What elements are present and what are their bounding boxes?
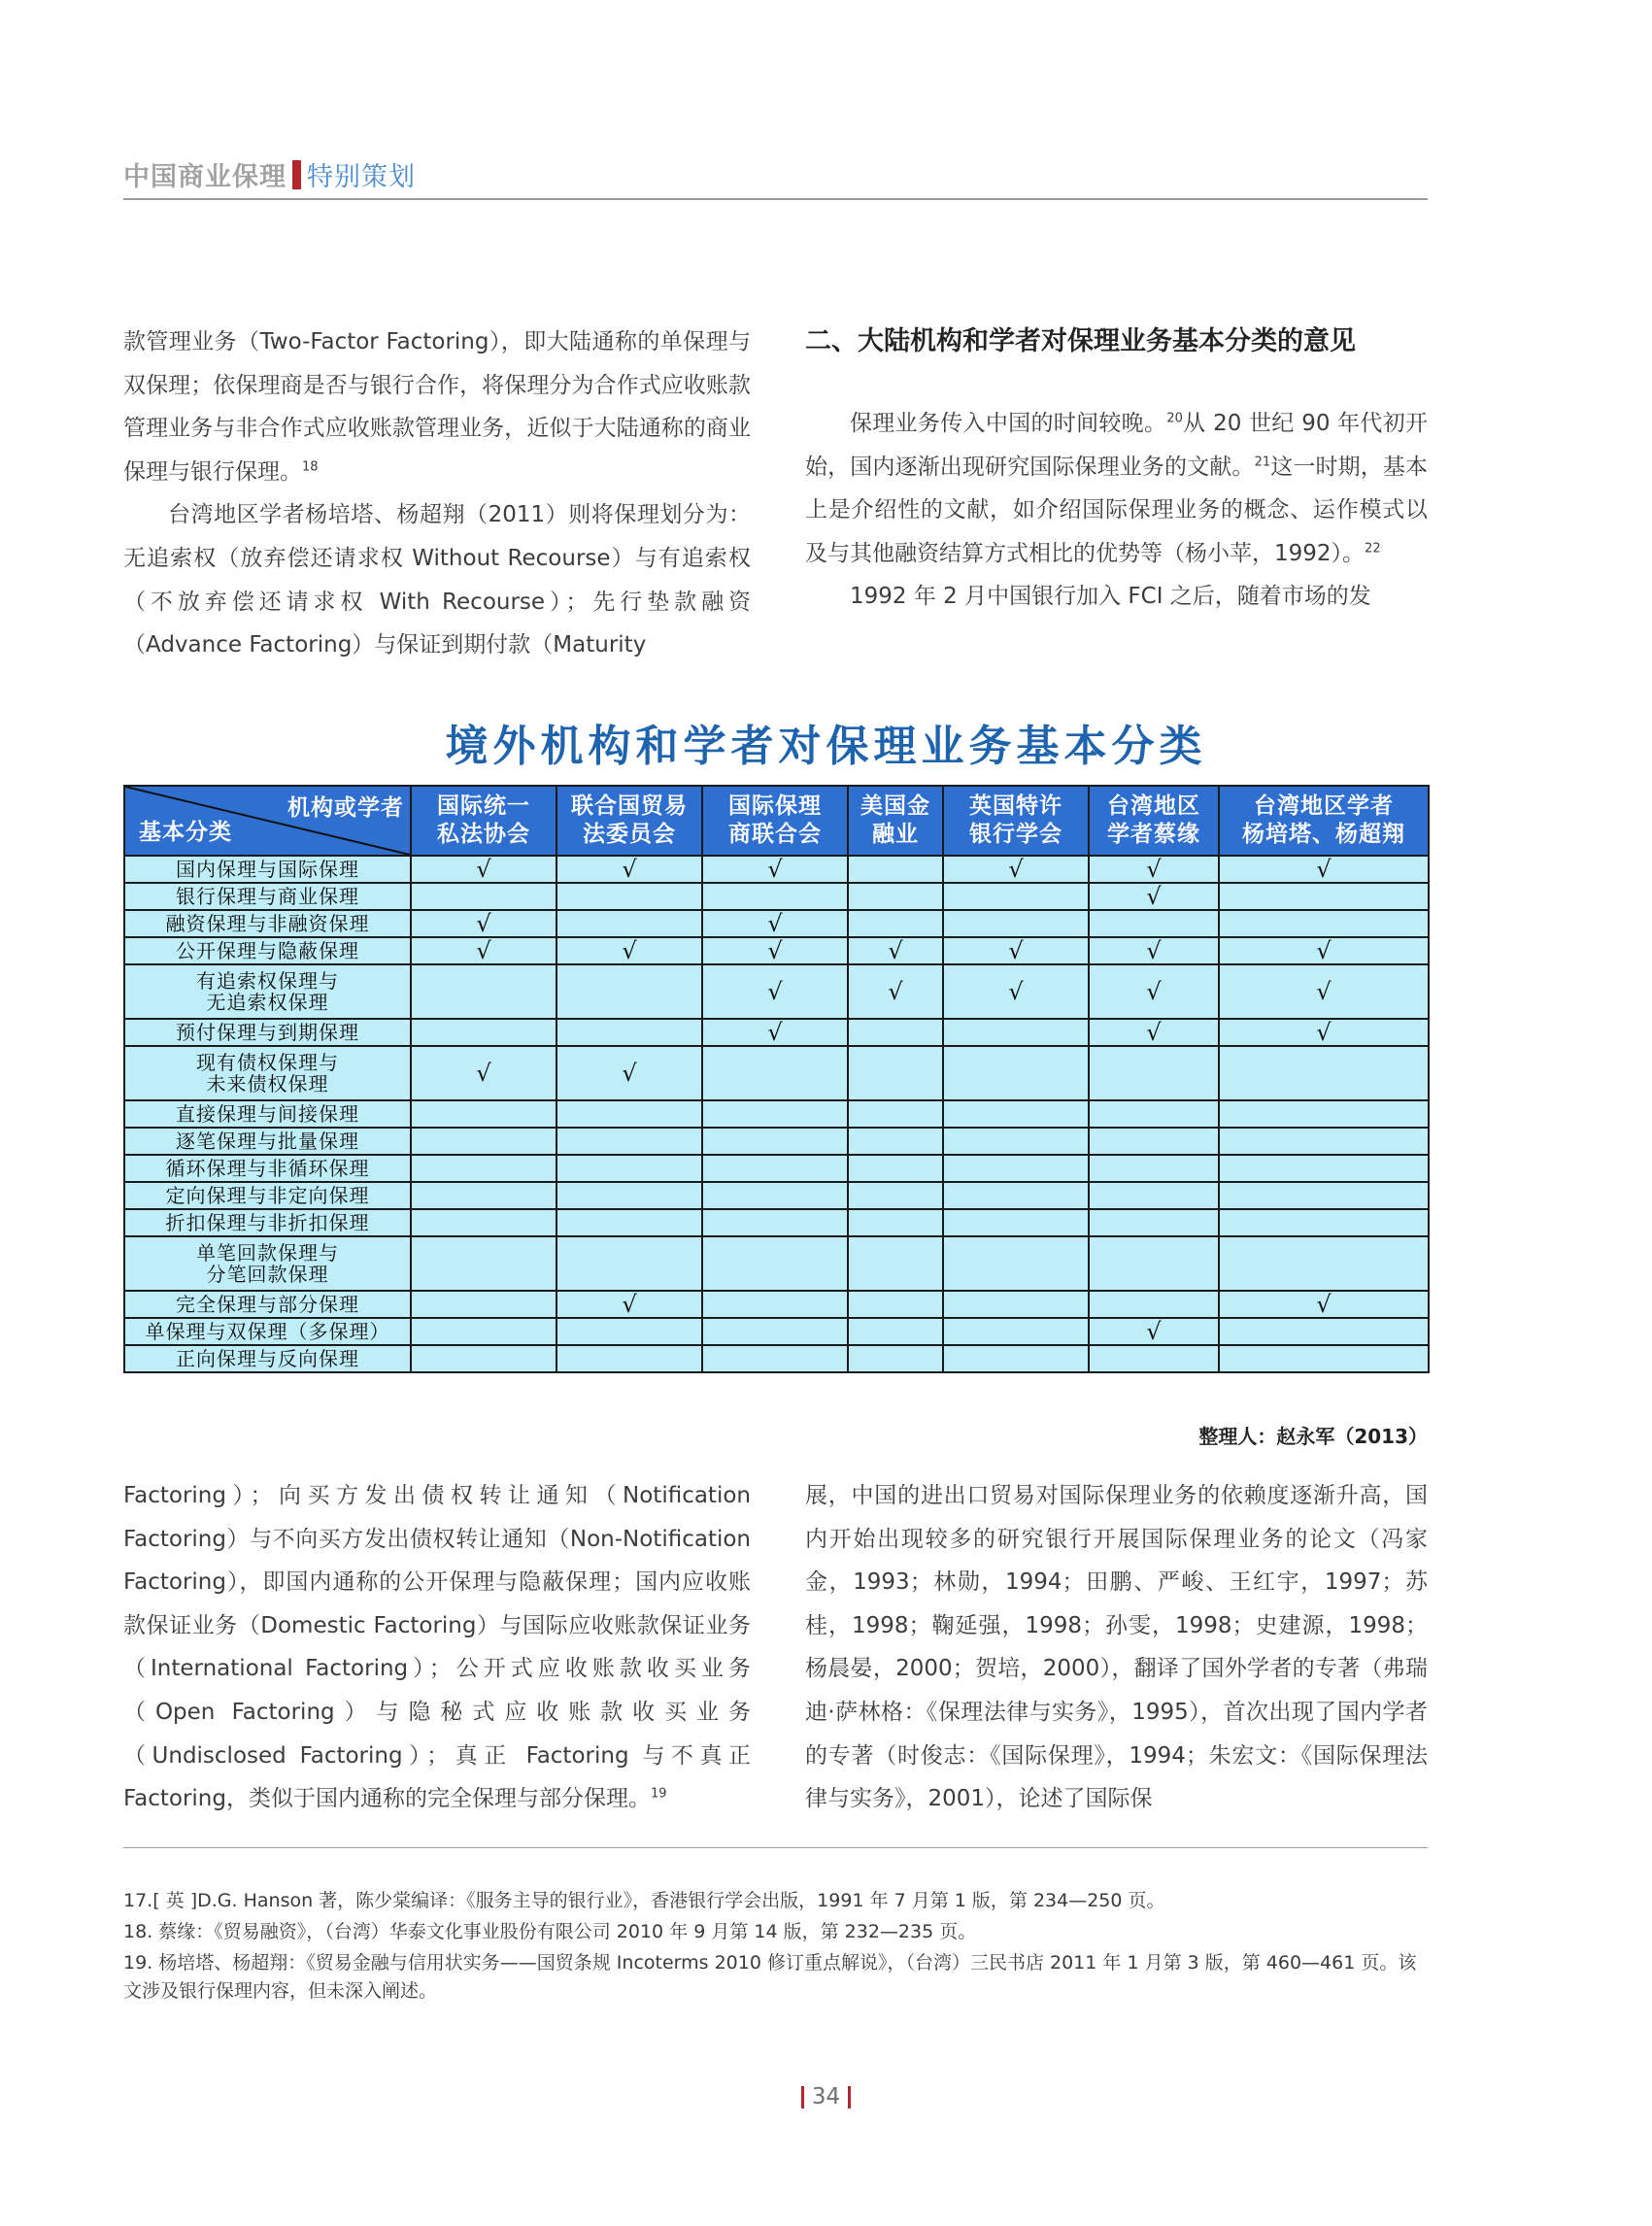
journal-name: 中国商业保理 (123, 162, 287, 192)
footnote: 17.[ 英 ]D.G. Hanson 著，陈少棠编译：《服务主导的银行业》，香港银行学会出版，1991 年 7 月第 1 版，第 234—250 页。 (123, 1890, 1165, 1911)
table-row (124, 964, 1429, 1019)
table-row (124, 883, 1429, 910)
check-cell (702, 1019, 848, 1046)
column-header: 台湾地区学者 杨培塔、杨超翔 (1219, 786, 1429, 856)
empty-cell (848, 1046, 943, 1100)
check-cell (1089, 937, 1219, 964)
table-corner-cell (124, 786, 411, 856)
empty-cell (411, 1182, 556, 1209)
empty-cell (1219, 1155, 1429, 1182)
empty-cell (848, 1019, 943, 1046)
check-cell (943, 964, 1089, 1019)
empty-cell (1219, 883, 1429, 910)
check-mark: √ (622, 936, 637, 964)
check-cell (411, 856, 556, 883)
row-label: 循环保理与非循环保理 (124, 1155, 411, 1182)
row-label: 正向保理与反向保理 (124, 1345, 411, 1372)
empty-cell (702, 1182, 848, 1209)
empty-cell (1219, 1182, 1429, 1209)
check-cell (556, 1046, 702, 1100)
empty-cell (1219, 1046, 1429, 1100)
empty-cell (556, 1209, 702, 1236)
empty-cell (848, 883, 943, 910)
paragraph: 保理业务传入中国的时间较晚。$^{20}$从 20 世纪 90 年代初开始，国内逐渐出现研究国际保理业务的文献。$^{21}$这一时期，基本上是介绍性的文献，如介绍国际保理业务的概念、运作模式以及与其他融资结算方式相比的优势等（杨小苹，1992）。$^{22}$ (805, 411, 1429, 566)
empty-cell (556, 1155, 702, 1182)
table-row (124, 856, 1429, 883)
empty-cell (1219, 1236, 1429, 1291)
check-mark: √ (622, 1290, 637, 1318)
column-header: 国际保理 商联合会 (702, 786, 848, 856)
row-label: 折扣保理与非折扣保理 (124, 1209, 411, 1236)
table-row (124, 1046, 1429, 1100)
empty-cell (1089, 1209, 1219, 1236)
column-header: 联合国贸易 法委员会 (556, 786, 702, 856)
empty-cell (1089, 1291, 1219, 1318)
empty-cell (1219, 1100, 1429, 1128)
row-label: 融资保理与非融资保理 (124, 910, 411, 937)
table-header-row (124, 786, 1429, 856)
row-label: 逐笔保理与批量保理 (124, 1128, 411, 1155)
empty-cell (943, 910, 1089, 937)
check-cell (1219, 856, 1429, 883)
check-mark: √ (767, 1018, 783, 1046)
header-divider (292, 160, 301, 189)
check-cell (411, 1046, 556, 1100)
section-heading: 二、大陆机构和学者对保理业务基本分类的意见 (805, 326, 1356, 356)
empty-cell (1089, 1236, 1219, 1291)
empty-cell (556, 1236, 702, 1291)
empty-cell (1219, 1209, 1429, 1236)
check-cell (702, 910, 848, 937)
table-row (124, 1155, 1429, 1182)
footnote-rule (123, 1847, 1428, 1848)
table-row (124, 1318, 1429, 1345)
running-header (123, 155, 416, 193)
empty-cell (1089, 1345, 1219, 1372)
page-number: 34 (0, 2084, 1652, 2109)
classification-table (123, 785, 1430, 1373)
footnote: 19. 杨培塔、杨超翔：《贸易金融与信用状实务——国贸条规 Incoterms 2010 修订重点解说》，（台湾）三民书店 2011 年 1 月第 3 版，第 460—461 页。该文涉及银行保理内容，但未深入阐述。 (123, 1952, 1417, 2002)
empty-cell (848, 1291, 943, 1318)
check-mark: √ (1146, 936, 1162, 964)
check-mark: √ (888, 977, 903, 1005)
check-cell (848, 937, 943, 964)
check-mark: √ (1316, 1290, 1332, 1318)
check-cell (1089, 1019, 1219, 1046)
table-row (124, 1236, 1429, 1291)
check-mark: √ (622, 855, 637, 883)
empty-cell (702, 1236, 848, 1291)
check-cell (411, 937, 556, 964)
empty-cell (411, 1209, 556, 1236)
table-credit: 整理人：赵永军（2013） (1198, 1425, 1428, 1448)
empty-cell (702, 1291, 848, 1318)
empty-cell (943, 1318, 1089, 1345)
row-label: 公开保理与隐蔽保理 (124, 937, 411, 964)
empty-cell (943, 1100, 1089, 1128)
check-cell (556, 856, 702, 883)
check-mark: √ (1146, 882, 1162, 910)
check-mark: √ (476, 936, 491, 964)
check-mark: √ (476, 855, 491, 883)
check-mark: √ (767, 936, 783, 964)
empty-cell (411, 1128, 556, 1155)
empty-cell (943, 1209, 1089, 1236)
right-column-top (805, 320, 1428, 619)
empty-cell (702, 1046, 848, 1100)
empty-cell (848, 1318, 943, 1345)
check-mark: √ (1146, 1018, 1162, 1046)
empty-cell (943, 1155, 1089, 1182)
column-header: 英国特许 银行学会 (943, 786, 1089, 856)
empty-cell (1219, 1345, 1429, 1372)
empty-cell (848, 1100, 943, 1128)
row-label: 单保理与双保理（多保理） (124, 1318, 411, 1345)
table-row (124, 1182, 1429, 1209)
check-cell (1219, 964, 1429, 1019)
empty-cell (556, 910, 702, 937)
table-row (124, 1128, 1429, 1155)
empty-cell (556, 1318, 702, 1345)
check-mark: √ (1316, 855, 1332, 883)
check-mark: √ (1008, 855, 1024, 883)
empty-cell (411, 1291, 556, 1318)
check-cell (411, 910, 556, 937)
empty-cell (1089, 910, 1219, 937)
empty-cell (848, 1209, 943, 1236)
footnote: 18. 蔡缘：《贸易融资》，（台湾）华泰文化事业股份有限公司 2010 年 9 月第 14 版，第 232—235 页。 (123, 1921, 977, 1942)
check-cell (1089, 883, 1219, 910)
empty-cell (848, 1182, 943, 1209)
empty-cell (556, 1345, 702, 1372)
paragraph: 台湾地区学者杨培塔、杨超翔（2011）则将保理划分为：无追索权（放弃偿还请求权 Without Recourse）与有追索权（不放弃偿还请求权 With Recourse）；先行垫款融资（Advance Factoring）与保证到期付款（Maturity (123, 502, 751, 658)
empty-cell (702, 1345, 848, 1372)
check-mark: √ (1008, 936, 1024, 964)
empty-cell (411, 964, 556, 1019)
row-label: 现有债权保理与 未来债权保理 (124, 1046, 411, 1100)
check-mark: √ (622, 1059, 637, 1087)
empty-cell (702, 1209, 848, 1236)
check-cell (1219, 1291, 1429, 1318)
column-header: 台湾地区 学者蔡缘 (1089, 786, 1219, 856)
empty-cell (943, 1182, 1089, 1209)
empty-cell (943, 1128, 1089, 1155)
table-row (124, 937, 1429, 964)
empty-cell (1219, 1318, 1429, 1345)
empty-cell (943, 1291, 1089, 1318)
empty-cell (1219, 1128, 1429, 1155)
empty-cell (411, 1318, 556, 1345)
row-label: 预付保理与到期保理 (124, 1019, 411, 1046)
empty-cell (702, 1318, 848, 1345)
footnotes (123, 1887, 1428, 2008)
row-label: 完全保理与部分保理 (124, 1291, 411, 1318)
column-header: 美国金 融业 (848, 786, 943, 856)
corner-top-label: 机构或学者 (287, 795, 404, 821)
table-row (124, 1345, 1429, 1372)
empty-cell (411, 1155, 556, 1182)
empty-cell (411, 1100, 556, 1128)
empty-cell (943, 1019, 1089, 1046)
check-cell (1089, 1318, 1219, 1345)
empty-cell (556, 1100, 702, 1128)
empty-cell (848, 856, 943, 883)
check-mark: √ (1316, 977, 1332, 1005)
check-cell (848, 964, 943, 1019)
check-cell (943, 937, 1089, 964)
left-column-bottom (123, 1474, 751, 1821)
check-cell (943, 856, 1089, 883)
empty-cell (411, 1236, 556, 1291)
check-cell (1219, 937, 1429, 964)
paragraph: 1992 年 2 月中国银行加入 FCI 之后，随着市场的发 (850, 584, 1371, 610)
check-mark: √ (767, 909, 783, 937)
check-mark: √ (767, 855, 783, 883)
empty-cell (943, 1236, 1089, 1291)
check-mark: √ (888, 936, 903, 964)
empty-cell (943, 1046, 1089, 1100)
paragraph: 展，中国的进出口贸易对国际保理业务的依赖度逐渐升高，国内开始出现较多的研究银行开展国际保理业务的论文（冯家金，1993；林勋，1994；田鹏、严峻、王红宇，1997；苏桂，1998；鞠延强，1998；孙雯，1998；史建源，1998；杨晨晏，2000；贺培，2000），翻译了国外学者的专著（弗瑞迪·萨林格：《保理法律与实务》，1995），首次出现了国内学者的专著（时俊志：《国际保理》，1994；朱宏文：《国际保理法律与实务》，2001），论述了国际保 (805, 1483, 1428, 1812)
check-mark: √ (476, 1059, 491, 1087)
empty-cell (1089, 1128, 1219, 1155)
empty-cell (1089, 1100, 1219, 1128)
check-cell (702, 937, 848, 964)
check-cell (1089, 964, 1219, 1019)
empty-cell (702, 1155, 848, 1182)
check-mark: √ (1146, 855, 1162, 883)
paragraph: Factoring）；向买方发出债权转让通知（Notification Factoring）与不向买方发出债权转让通知（Non-Notification Factoring），即国内通称的公开保理与隐蔽保理；国内应收账款保证业务（Domestic Factoring）与国际应收账款保证业务（International Factoring）；公开式应收账款收买业务（Open Factoring）与隐秘式应收账款收买业务（Undisclosed Factoring）；真正 Factoring 与不真正 Factoring，类似于国内通称的完全保理与部分保理。$^{19}$ (123, 1483, 751, 1812)
table-row (124, 1100, 1429, 1128)
table-title: 境外机构和学者对保理业务基本分类 (445, 722, 1207, 771)
empty-cell (1089, 1155, 1219, 1182)
check-mark: √ (767, 977, 783, 1005)
check-cell (702, 964, 848, 1019)
empty-cell (556, 1182, 702, 1209)
empty-cell (702, 1128, 848, 1155)
empty-cell (943, 1345, 1089, 1372)
empty-cell (556, 1128, 702, 1155)
empty-cell (702, 1100, 848, 1128)
empty-cell (556, 1019, 702, 1046)
row-label: 直接保理与间接保理 (124, 1100, 411, 1128)
table-row (124, 910, 1429, 937)
empty-cell (702, 883, 848, 910)
table-row (124, 1019, 1429, 1046)
empty-cell (848, 1236, 943, 1291)
empty-cell (1089, 1182, 1219, 1209)
table-row (124, 1209, 1429, 1236)
row-label: 单笔回款保理与 分笔回款保理 (124, 1236, 411, 1291)
corner-bottom-label: 基本分类 (139, 820, 232, 845)
empty-cell (848, 1345, 943, 1372)
check-cell (556, 1291, 702, 1318)
header-rule (123, 198, 1428, 200)
empty-cell (1219, 910, 1429, 937)
row-label: 银行保理与商业保理 (124, 883, 411, 910)
check-cell (556, 937, 702, 964)
paragraph: 款管理业务（Two-Factor Factoring），即大陆通称的单保理与双保理；依保理商是否与银行合作，将保理分为合作式应收账款管理业务与非合作式应收账款管理业务，近似于大陆通称的商业保理与银行保理。$^{18}$ (123, 329, 751, 485)
check-cell (702, 856, 848, 883)
row-label: 有追索权保理与 无追索权保理 (124, 964, 411, 1019)
empty-cell (943, 883, 1089, 910)
row-label: 国内保理与国际保理 (124, 856, 411, 883)
empty-cell (411, 1019, 556, 1046)
check-mark: √ (1146, 977, 1162, 1005)
check-cell (1219, 1019, 1429, 1046)
empty-cell (1089, 1046, 1219, 1100)
right-column-bottom (805, 1474, 1428, 1821)
section-name: 特别策划 (307, 162, 416, 192)
empty-cell (848, 1155, 943, 1182)
empty-cell (848, 1128, 943, 1155)
empty-cell (411, 1345, 556, 1372)
column-header: 国际统一 私法协会 (411, 786, 556, 856)
empty-cell (848, 910, 943, 937)
check-mark: √ (1316, 1018, 1332, 1046)
empty-cell (556, 883, 702, 910)
check-mark: √ (1008, 977, 1024, 1005)
check-mark: √ (1316, 936, 1332, 964)
empty-cell (556, 964, 702, 1019)
empty-cell (411, 883, 556, 910)
check-mark: √ (1146, 1317, 1162, 1345)
check-mark: √ (476, 909, 491, 937)
row-label: 定向保理与非定向保理 (124, 1182, 411, 1209)
check-cell (1089, 856, 1219, 883)
left-column-top (123, 320, 751, 667)
table-row (124, 1291, 1429, 1318)
